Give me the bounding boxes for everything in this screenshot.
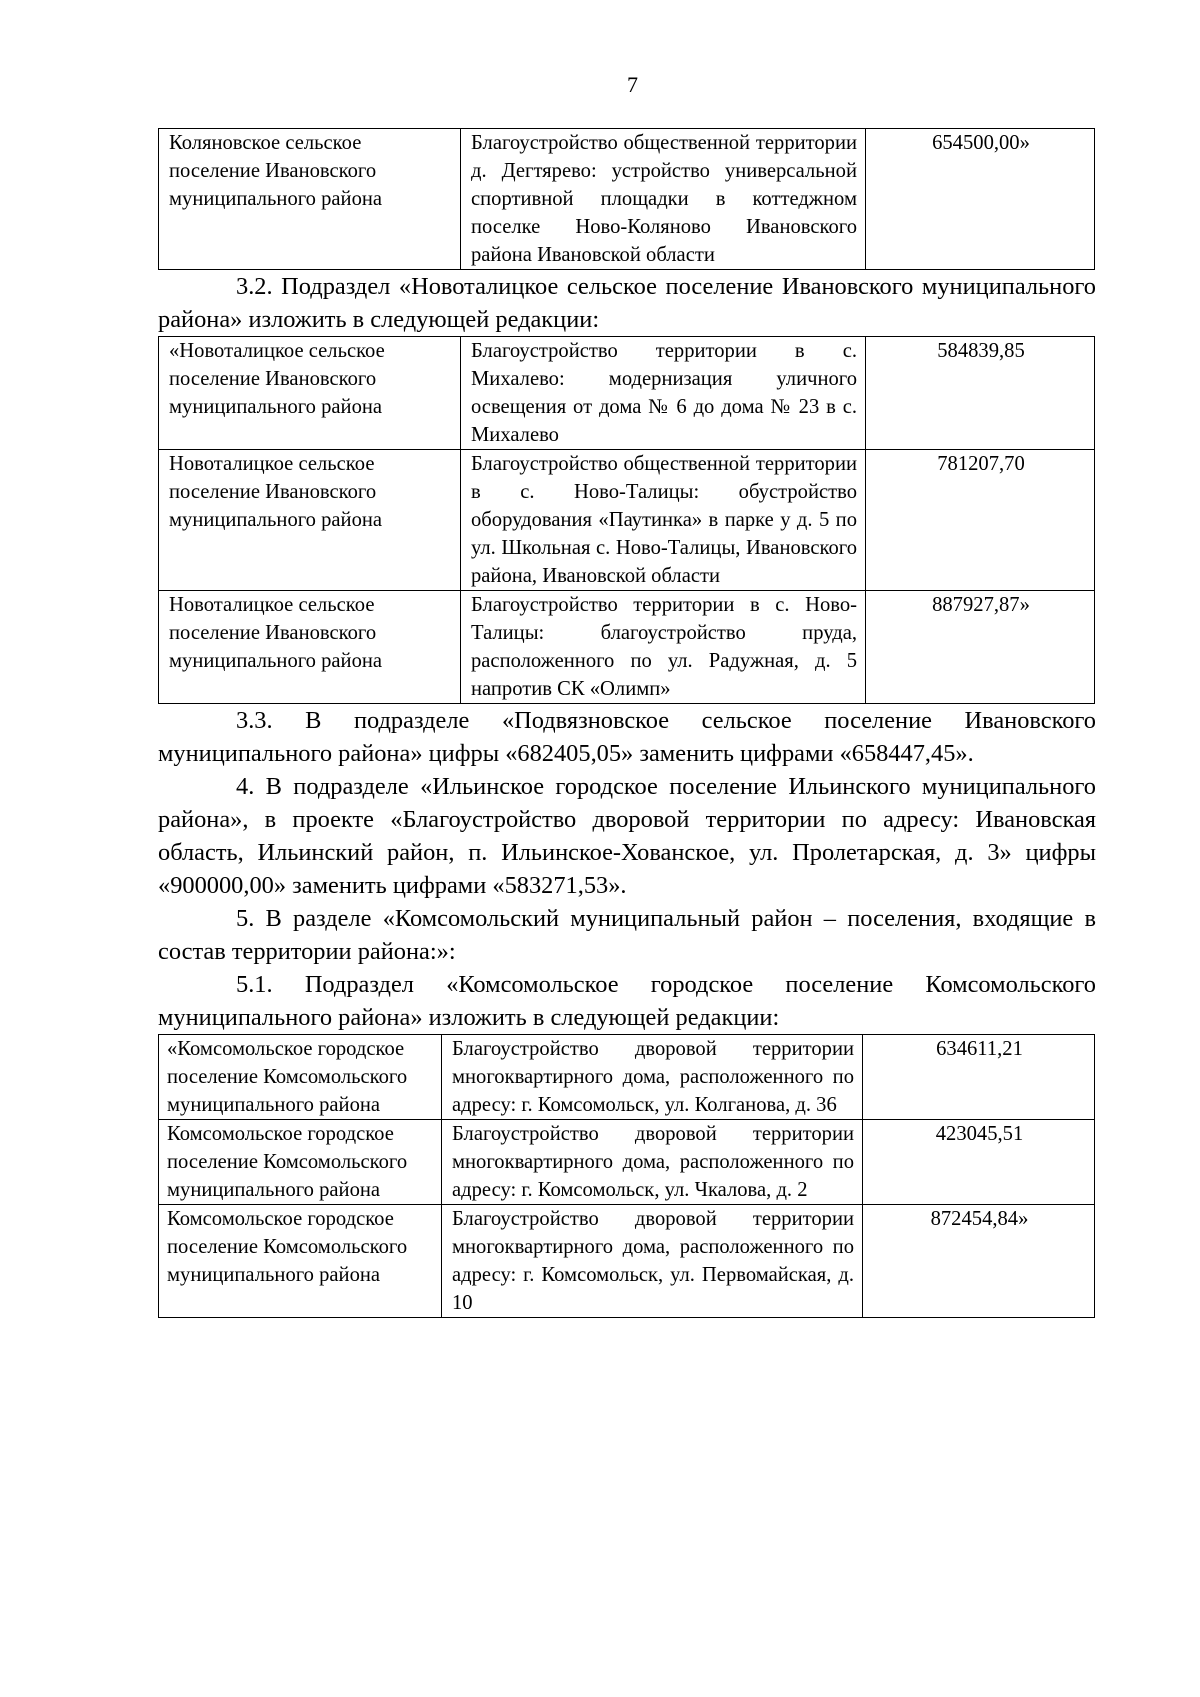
table-row (159, 591, 1095, 704)
amount: 584839,85 (866, 337, 1095, 450)
project-description: Благоустройство дворовой территории многоквартирного дома, расположенного по адресу: г. Комсомольск, ул. Первомайская, д. 10 (442, 1205, 863, 1318)
table-row (159, 1120, 1095, 1205)
paragraph-5-1: 5.1. Подраздел «Комсомольское городское поселение Комсомольского муниципального района» изложить в следующей редакции: (158, 971, 1096, 1031)
project-description: Благоустройство общественной территории в с. Ново-Талицы: обустройство оборудования «Паутинка» в парке у д. 5 по ул. Школьная с. Ново-Талицы, Ивановского района, Ивановской области (461, 450, 866, 591)
project-description: Благоустройство дворовой территории многоквартирного дома, расположенного по адресу: г. Комсомольск, ул. Колганова, д. 36 (442, 1035, 863, 1120)
table-row (159, 1035, 1095, 1120)
settlement-name: Новоталицкое сельское поселение Ивановского муниципального района (159, 450, 461, 591)
page-number: 7 (627, 72, 638, 97)
table-row (159, 129, 1095, 270)
project-description: Благоустройство территории в с. Ново-Талицы: благоустройство пруда, расположенного по ул. Радужная, д. 5 напротив СК «Олимп» (461, 591, 866, 704)
paragraph-5: 5. В разделе «Комсомольский муниципальный район – поселения, входящие в состав территории района:»: (158, 905, 1096, 965)
table-row (159, 450, 1095, 591)
settlement-name: «Новоталицкое сельское поселение Ивановского муниципального района (159, 337, 461, 450)
settlement-name: Коляновское сельское поселение Ивановского муниципального района (159, 129, 461, 270)
amount: 423045,51 (863, 1120, 1095, 1205)
table-row (159, 1205, 1095, 1318)
amount: 654500,00» (866, 129, 1095, 270)
project-description: Благоустройство дворовой территории многоквартирного дома, расположенного по адресу: г. Комсомольск, ул. Чкалова, д. 2 (442, 1120, 863, 1205)
table-row (159, 337, 1095, 450)
table-komsomolsk (158, 1034, 1095, 1318)
paragraph-3-3: 3.3. В подразделе «Подвязновское сельское поселение Ивановского муниципального района» цифры «682405,05» заменить цифрами «658447,45». (158, 707, 1096, 767)
settlement-name: «Комсомольское городское поселение Комсомольского муниципального района (159, 1035, 442, 1120)
settlement-name: Комсомольское городское поселение Комсомольского муниципального района (159, 1205, 442, 1318)
settlement-name: Комсомольское городское поселение Комсомольского муниципального района (159, 1120, 442, 1205)
table-novotalitsy (158, 336, 1095, 704)
paragraph-4: 4. В подразделе «Ильинское городское поселение Ильинского муниципального района», в проекте «Благоустройство дворовой территории по адресу: Ивановская область, Ильинский район, п. Ильинское-Хованское, ул. Пролетарская, д. 3» цифры «900000,00» заменить цифрами «583271,53». (158, 773, 1096, 899)
document-body (158, 128, 1096, 1318)
project-description: Благоустройство общественной территории д. Дегтярево: устройство универсальной спортивной площадки в коттеджном поселке Ново-Коляново Ивановского района Ивановской области (461, 129, 866, 270)
amount: 872454,84» (863, 1205, 1095, 1318)
amount: 781207,70 (866, 450, 1095, 591)
project-description: Благоустройство территории в с. Михалево: модернизация уличного освещения от дома № 6 до дома № 23 в с. Михалево (461, 337, 866, 450)
table-koljanovo (158, 128, 1095, 270)
amount: 634611,21 (863, 1035, 1095, 1120)
amount: 887927,87» (866, 591, 1095, 704)
paragraph-3-2: 3.2. Подраздел «Новоталицкое сельское поселение Ивановского муниципального района» изложить в следующей редакции: (158, 273, 1096, 333)
settlement-name: Новоталицкое сельское поселение Ивановского муниципального района (159, 591, 461, 704)
